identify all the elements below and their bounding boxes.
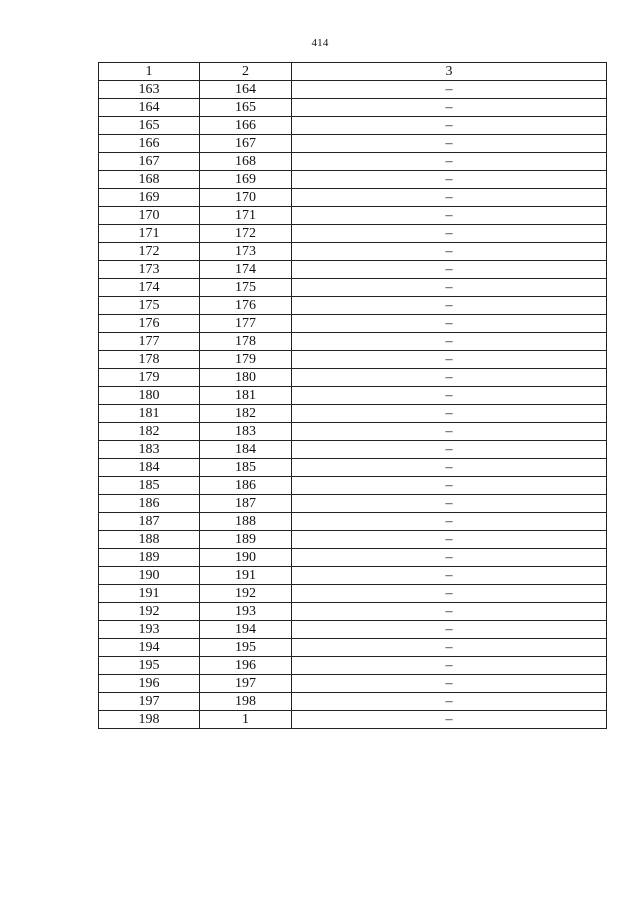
table-cell-col-1: 189: [99, 549, 200, 567]
table-cell-col-2: 196: [200, 657, 292, 675]
table-cell-col-1: 198: [99, 711, 200, 729]
table-cell-col-1: 181: [99, 405, 200, 423]
table-cell-col-1: 185: [99, 477, 200, 495]
table-cell-col-1: 192: [99, 603, 200, 621]
table-cell-col-2: 169: [200, 171, 292, 189]
table-header: [99, 63, 607, 81]
table-row: [99, 387, 607, 405]
table-cell-col-2: 178: [200, 333, 292, 351]
table-cell-col-1: 169: [99, 189, 200, 207]
table-cell-col-3: –: [292, 675, 607, 693]
table-cell-col-3: –: [292, 117, 607, 135]
table-cell-col-1: 165: [99, 117, 200, 135]
table-row: [99, 99, 607, 117]
table-cell-col-1: 195: [99, 657, 200, 675]
table-cell-col-3: –: [292, 531, 607, 549]
table-cell-col-2: 179: [200, 351, 292, 369]
table-row: [99, 171, 607, 189]
table-cell-col-3: –: [292, 315, 607, 333]
table-cell-col-3: –: [292, 693, 607, 711]
table-cell-col-3: –: [292, 459, 607, 477]
table-row: [99, 243, 607, 261]
table-cell-col-3: –: [292, 225, 607, 243]
column-header-3: 3: [292, 63, 607, 81]
table-cell-col-2: 192: [200, 585, 292, 603]
table-cell-col-3: –: [292, 621, 607, 639]
table-cell-col-3: –: [292, 711, 607, 729]
table-row: [99, 639, 607, 657]
table-cell-col-2: 180: [200, 369, 292, 387]
table-cell-col-1: 196: [99, 675, 200, 693]
table-cell-col-2: 188: [200, 513, 292, 531]
table-cell-col-3: –: [292, 441, 607, 459]
table-row: [99, 207, 607, 225]
header-row: [99, 63, 607, 81]
table-row: [99, 225, 607, 243]
table-cell-col-1: 186: [99, 495, 200, 513]
table-cell-col-1: 197: [99, 693, 200, 711]
table-cell-col-1: 178: [99, 351, 200, 369]
table-cell-col-2: 172: [200, 225, 292, 243]
page-number: 414: [311, 37, 329, 49]
table-cell-col-3: –: [292, 549, 607, 567]
table-cell-col-2: 186: [200, 477, 292, 495]
table-cell-col-3: –: [292, 657, 607, 675]
table-cell-col-3: –: [292, 135, 607, 153]
table-cell-col-2: 191: [200, 567, 292, 585]
table-row: [99, 297, 607, 315]
table-cell-col-3: –: [292, 477, 607, 495]
table-row: [99, 675, 607, 693]
table-row: [99, 693, 607, 711]
table-cell-col-3: –: [292, 513, 607, 531]
table-row: [99, 603, 607, 621]
data-table: [98, 62, 607, 729]
table-cell-col-2: 182: [200, 405, 292, 423]
table-cell-col-1: 172: [99, 243, 200, 261]
table-cell-col-2: 175: [200, 279, 292, 297]
column-header-2: 2: [200, 63, 292, 81]
table-row: [99, 441, 607, 459]
table-cell-col-2: 171: [200, 207, 292, 225]
table-cell-col-2: 173: [200, 243, 292, 261]
table-cell-col-1: 177: [99, 333, 200, 351]
table-cell-col-1: 163: [99, 81, 200, 99]
table-cell-col-1: 194: [99, 639, 200, 657]
table-row: [99, 657, 607, 675]
table-row: [99, 621, 607, 639]
table-cell-col-1: 193: [99, 621, 200, 639]
table-cell-col-2: 177: [200, 315, 292, 333]
table-cell-col-1: 183: [99, 441, 200, 459]
table-cell-col-1: 175: [99, 297, 200, 315]
table-row: [99, 333, 607, 351]
table-cell-col-1: 184: [99, 459, 200, 477]
table-body: [99, 81, 607, 729]
table-cell-col-1: 171: [99, 225, 200, 243]
table-row: [99, 585, 607, 603]
table-cell-col-2: 174: [200, 261, 292, 279]
table-cell-col-1: 164: [99, 99, 200, 117]
table-cell-col-3: –: [292, 171, 607, 189]
table-cell-col-1: 190: [99, 567, 200, 585]
table-row: [99, 135, 607, 153]
table-row: [99, 459, 607, 477]
table-row: [99, 531, 607, 549]
table-cell-col-3: –: [292, 423, 607, 441]
table-cell-col-2: 195: [200, 639, 292, 657]
table-cell-col-2: 190: [200, 549, 292, 567]
table-row: [99, 477, 607, 495]
table-cell-col-2: 167: [200, 135, 292, 153]
table-cell-col-3: –: [292, 153, 607, 171]
table-cell-col-2: 166: [200, 117, 292, 135]
table-cell-col-2: 170: [200, 189, 292, 207]
table-cell-col-2: 197: [200, 675, 292, 693]
table-row: [99, 315, 607, 333]
table-row: [99, 189, 607, 207]
table-cell-col-3: –: [292, 387, 607, 405]
table-cell-col-2: 165: [200, 99, 292, 117]
table-cell-col-2: 198: [200, 693, 292, 711]
table-cell-col-1: 191: [99, 585, 200, 603]
table-cell-col-1: 187: [99, 513, 200, 531]
table-cell-col-1: 188: [99, 531, 200, 549]
table-row: [99, 495, 607, 513]
table-cell-col-1: 168: [99, 171, 200, 189]
table-row: [99, 369, 607, 387]
table-row: [99, 549, 607, 567]
table-cell-col-2: 1: [200, 711, 292, 729]
column-header-1: 1: [99, 63, 200, 81]
table-cell-col-2: 183: [200, 423, 292, 441]
table-row: [99, 711, 607, 729]
table-cell-col-2: 184: [200, 441, 292, 459]
table-cell-col-3: –: [292, 333, 607, 351]
table-cell-col-1: 166: [99, 135, 200, 153]
table-row: [99, 117, 607, 135]
table-row: [99, 279, 607, 297]
table-cell-col-1: 176: [99, 315, 200, 333]
table-cell-col-2: 181: [200, 387, 292, 405]
table-cell-col-3: –: [292, 351, 607, 369]
table-cell-col-1: 174: [99, 279, 200, 297]
table-cell-col-2: 187: [200, 495, 292, 513]
table-cell-col-2: 168: [200, 153, 292, 171]
table-cell-col-2: 194: [200, 621, 292, 639]
table-cell-col-2: 193: [200, 603, 292, 621]
table-cell-col-1: 182: [99, 423, 200, 441]
table-cell-col-3: –: [292, 567, 607, 585]
table-cell-col-3: –: [292, 297, 607, 315]
table-cell-col-1: 173: [99, 261, 200, 279]
table-row: [99, 405, 607, 423]
table-cell-col-3: –: [292, 261, 607, 279]
table-cell-col-3: –: [292, 243, 607, 261]
table-row: [99, 351, 607, 369]
table-cell-col-3: –: [292, 369, 607, 387]
table-row: [99, 513, 607, 531]
table-cell-col-2: 176: [200, 297, 292, 315]
table-row: [99, 261, 607, 279]
table-cell-col-3: –: [292, 639, 607, 657]
table-cell-col-1: 180: [99, 387, 200, 405]
table-cell-col-1: 179: [99, 369, 200, 387]
table-row: [99, 423, 607, 441]
table-row: [99, 567, 607, 585]
table-cell-col-3: –: [292, 495, 607, 513]
table-cell-col-2: 189: [200, 531, 292, 549]
table-cell-col-3: –: [292, 207, 607, 225]
table-row: [99, 81, 607, 99]
table-cell-col-1: 167: [99, 153, 200, 171]
table-cell-col-3: –: [292, 585, 607, 603]
table-row: [99, 153, 607, 171]
table-cell-col-3: –: [292, 279, 607, 297]
table-cell-col-3: –: [292, 189, 607, 207]
table-cell-col-2: 164: [200, 81, 292, 99]
table-cell-col-3: –: [292, 99, 607, 117]
table-cell-col-3: –: [292, 405, 607, 423]
table-cell-col-3: –: [292, 603, 607, 621]
table-cell-col-2: 185: [200, 459, 292, 477]
table-cell-col-1: 170: [99, 207, 200, 225]
table-cell-col-3: –: [292, 81, 607, 99]
